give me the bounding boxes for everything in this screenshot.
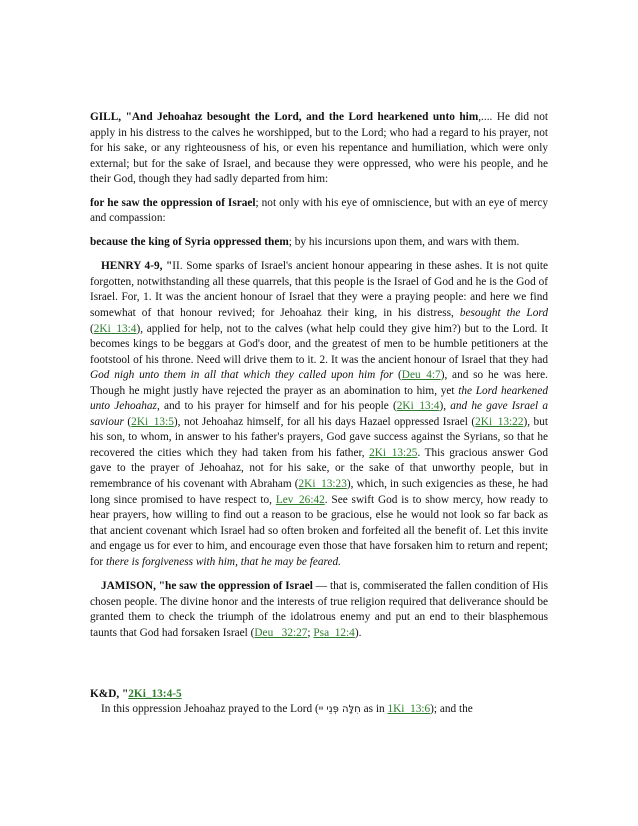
ref-link-lev-26-42[interactable]: Lev_26:42 — [275, 493, 325, 506]
henry-text: ), — [439, 400, 451, 413]
jamison-text: — that is, commiserated the fallen condition of His chosen people. The divine honor and the interests of true religion required that deliverance should be granted them to check the triumph of the idolatrous enemy and put an end to their blasphemous taunts that God had forsaken Israel ( — [90, 580, 548, 639]
kd-heading-line — [90, 687, 548, 703]
henry-text: ), and so he was here. Though he might justly have rejected the prayer as an abomination to him, yet — [90, 369, 548, 397]
ref-link-2ki-13-4-5[interactable]: 2Ki_13:4-5 — [128, 687, 182, 700]
jamison-heading: JAMISON, "he saw the oppression of Israel — [101, 580, 313, 593]
henry-text: ), but his son, to whom, in answer to his father's prayers, God gave success against the Syrians, so that he recovered the cities which they had taken from his father, — [90, 415, 548, 459]
henry-italic: besought the Lord — [459, 307, 548, 320]
ref-link-2ki-13-4[interactable]: 2Ki_13:4 — [93, 322, 137, 335]
kd-text: ); and the — [430, 703, 473, 716]
jamison-text: ; — [307, 626, 314, 639]
ref-link-deu-4-7[interactable]: Deu_4:7 — [401, 369, 441, 382]
gill-paragraph-1 — [90, 110, 548, 188]
ref-link-2ki-13-22[interactable]: 2Ki_13:22 — [475, 415, 524, 428]
henry-text: . See swift God is to show mercy, how ready to hear prayers, how willing to find out a reason to be gracious, else he would not look so far back as that ancient covenant which Israel had so often broken and forfeited all the benefit of. Let this invite and engage us for ever to him, and encourage even those that have forsaken him to return and repent; for — [90, 493, 548, 568]
gill-text-2: ; not only with his eye of omniscience, but with an eye of mercy and compassion: — [90, 196, 548, 225]
henry-italic: the Lord hearkened unto Jehoahaz, — [90, 384, 548, 413]
henry-text: and to his prayer for himself and for his people ( — [159, 400, 397, 413]
ref-link-2ki-13-23[interactable]: 2Ki_13:23 — [298, 478, 347, 491]
kd-text: In this oppression Jehoahaz prayed to the Lord ( — [101, 703, 319, 716]
kd-paragraph — [90, 702, 548, 718]
gill-phrase-oppression: for he saw the oppression of Israel — [90, 196, 256, 209]
ref-link-2ki-13-4-b[interactable]: 2Ki_13:4 — [396, 400, 440, 413]
gill-heading: GILL, "And Jehoahaz besought the Lord, and the Lord hearkened unto him — [90, 111, 479, 123]
gill-paragraph-2 — [90, 196, 548, 227]
henry-heading: HENRY 4-9, " — [101, 260, 173, 273]
henry-text: ( — [90, 322, 94, 335]
ref-link-deu-32-27[interactable]: Deu_ 32:27 — [254, 626, 308, 639]
henry-text: ), applied for help, not to the calves (what help could they give him?) but to the Lord. It becomes kings to be beggars at God's door, and the greatest of men to be humble petitioners at the footstool of his throne. Need will drive them to it. 2. It was the ancient honour of Israel that they had — [90, 322, 548, 366]
henry-paragraph — [90, 259, 548, 570]
gill-phrase-king-of-syria: because the king of Syria oppressed them — [90, 235, 289, 248]
henry-text: ), not Jehoahaz himself, for all his days Hazael oppressed Israel ( — [173, 415, 476, 428]
gill-text-1: ,.... He did not apply in his distress to the calves he worshipped, but to the Lord; who had a regard to his prayer, not for his sake, or any righteousness of his, or even his repentance and humiliation, which were only external; but for the sake of Israel, and because they were oppressed, who were his people, and he their God, though they had sadly departed from him: — [90, 111, 549, 186]
henry-text: . This gracious answer God gave to the prayer of Jehoahaz, not for his sake, or the sake of that unworthy people, but in remembrance of his covenant with Abraham ( — [90, 446, 548, 491]
henry-text: ( — [393, 369, 402, 382]
gill-paragraph-3 — [90, 235, 548, 251]
ref-link-2ki-13-5[interactable]: 2Ki_13:5 — [131, 415, 174, 428]
ref-link-1ki-13-6[interactable]: 1Ki_13:6 — [387, 703, 431, 716]
kd-text: as in — [360, 703, 388, 716]
henry-text: ( — [123, 415, 132, 428]
henry-text: ), which, in such exigencies as these, he had long since promised to have respect to, — [90, 478, 549, 506]
gill-text-3: ; by his incursions upon them, and wars with them. — [288, 235, 520, 248]
ref-link-psa-12-4[interactable]: Psa_12:4 — [313, 626, 355, 639]
henry-text: II. Some sparks of Israel's ancient honour appearing in these ashes. It is not quite forgotten, notwithstanding all these quarrels, that this people is the Israel of God and he is the God of Israel. For, 1. It was the ancient honour of Israel that they were a praying people: and here we find somewhat of that honour revived; for Jehoahaz their king, in his distress, — [90, 260, 548, 320]
jamison-paragraph — [90, 579, 548, 641]
henry-italic: God nigh unto them in all that which they called upon him for — [90, 369, 394, 382]
henry-italic: and he gave Israel a saviour — [90, 400, 549, 428]
jamison-text: ). — [354, 626, 362, 639]
kd-heading: K&D, " — [90, 687, 129, 700]
ref-link-2ki-13-25[interactable]: 2Ki_13:25 — [369, 446, 418, 459]
hebrew-phrase: חִלָּה פְּנֵי יי — [318, 704, 361, 716]
henry-italic: there is forgiveness with him, that he may be feared. — [106, 555, 341, 568]
